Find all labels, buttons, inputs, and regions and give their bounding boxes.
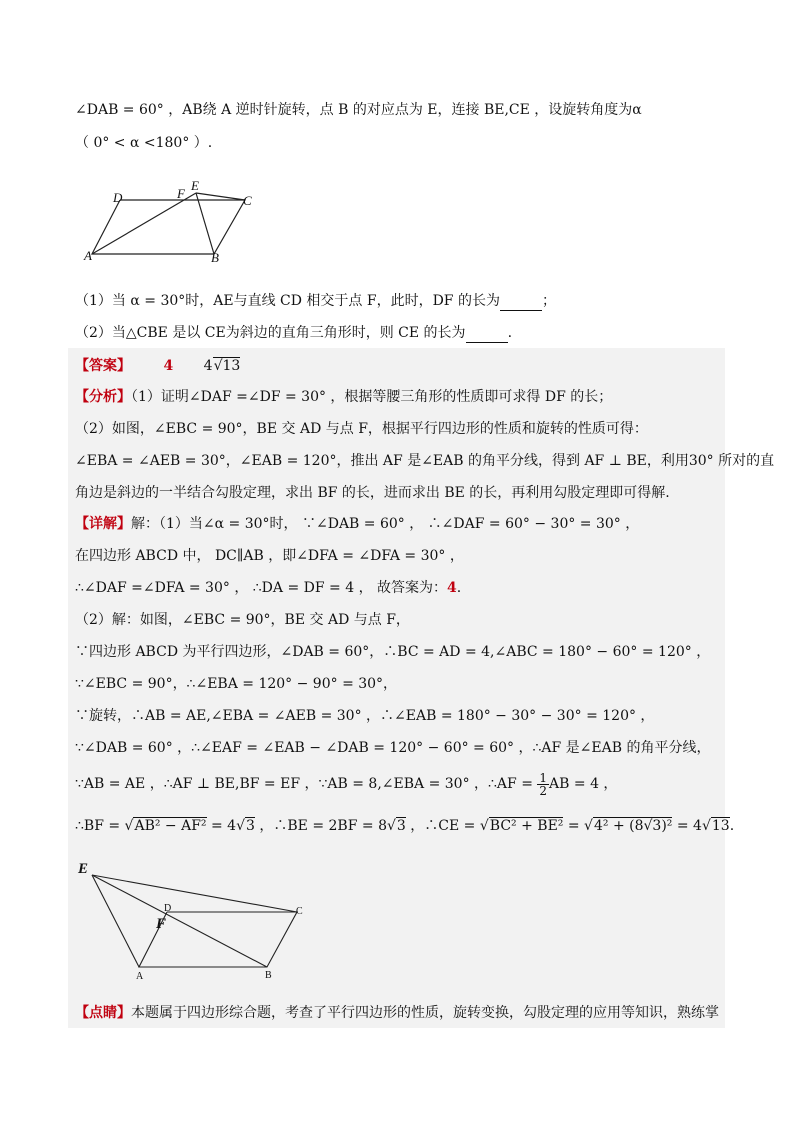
- answer-line: [75, 356, 240, 376]
- radicand-5: 4² + (8√3)²: [593, 818, 673, 834]
- analysis-tag: 【分析】: [75, 389, 131, 405]
- detail-tag: 【详解】: [75, 516, 131, 532]
- radicand-6: 13: [711, 818, 730, 834]
- figure-1-parallelogram: [80, 178, 270, 266]
- radical-2: √3: [236, 818, 255, 834]
- detail-line-7: ∵旋转，∴AB = AE,∠EBA = ∠AEB = 30° ，∴∠EAB = 180° − 30° − 30° = 120° ，: [75, 708, 655, 724]
- radical-5: √4² + (8√3)²: [584, 818, 673, 834]
- fig2-label-E: E: [78, 861, 89, 877]
- detail-text-10c: ，∴BE = 2BF = 8: [259, 818, 387, 834]
- question-2-text: （2）当△CBE 是以 CE为斜边的直角三角形时，则 CE 的长为: [75, 325, 466, 341]
- comment-tag: 【点睛】: [75, 1005, 131, 1021]
- fig2-label-A: A: [136, 971, 144, 982]
- answer-value-2: [204, 358, 241, 374]
- detail-line-9: [75, 770, 617, 798]
- detail-line-8: ∵∠DAB = 60° ，∴∠EAF = ∠EAB − ∠DAB = 120° − 60° = 60° ，∴AF 是∠EAB 的角平分线，: [75, 740, 711, 756]
- detail-line-3: [75, 578, 461, 598]
- comment-text: 本题属于四边形综合题，考查了平行四边形的性质，旋转变换，勾股定理的应用等知识，熟练掌: [131, 1005, 719, 1021]
- detail-text-10d: ，∴CE =: [410, 818, 476, 834]
- fraction-one-half: [537, 772, 549, 797]
- detail-line-4: （2）解：如图，∠EBC = 90°，BE 交 AD 与点 F，: [75, 612, 410, 628]
- answer-value-2-radicand: 13: [222, 358, 241, 374]
- detail-line-10: [75, 816, 734, 836]
- analysis-line-4: 角边是斜边的一半结合勾股定理，求出 BF 的长，进而求出 BE 的长，再利用勾股定理即可得解.: [75, 485, 670, 501]
- problem-line-2: （ 0° < α <180° ）.: [75, 135, 213, 151]
- detail-text-10f: = 4: [676, 818, 702, 834]
- comment-line: [75, 1003, 719, 1023]
- radical-3: √3: [386, 818, 406, 834]
- fig2-label-C: C: [296, 906, 303, 917]
- fig1-label-F: F: [177, 186, 185, 201]
- detail-text-10e: =: [567, 818, 580, 834]
- figure-2-parallelogram: [72, 855, 322, 985]
- detail-text-3a: ∴∠DAF =∠DFA = 30° ， ∴DA = DF = 4 ， 故答案为：: [75, 580, 448, 596]
- fraction-numerator: 1: [539, 770, 548, 785]
- detail-answer-4: 4: [447, 580, 457, 596]
- question-1-end: ；: [541, 293, 556, 309]
- radicand-1: AB² − AF²: [134, 818, 207, 834]
- fig1-label-D: D: [113, 190, 123, 205]
- problem-line-1: ∠DAB = 60° ，AB绕 A 逆时针旋转，点 B 的对应点为 E，连接 BE,CE ，设旋转角度为α: [75, 102, 642, 118]
- fig2-label-F: F: [156, 916, 167, 932]
- detail-line-6: ∵∠EBC = 90°，∴∠EBA = 120° − 90° = 30°，: [75, 676, 398, 692]
- fig2-label-D: D: [164, 903, 172, 914]
- question-2-end: .: [507, 325, 513, 341]
- answer-value-2-coef: 4: [203, 358, 213, 374]
- radical-6: √13: [701, 818, 730, 834]
- radicand-3: 3: [396, 818, 406, 834]
- detail-line-5: ∵四边形 ABCD 为平行四边形，∠DAB = 60°，∴BC = AD = 4,∠ABC = 180° − 60° = 120° ，: [75, 644, 711, 660]
- detail-text-9a: ∵AB = AE ，∴AF ⊥ BE,BF = EF ，∵AB = 8,∠EBA = 30° ，∴AF =: [75, 776, 533, 792]
- answer-blank-2: [466, 328, 508, 343]
- fig1-label-C: C: [243, 193, 252, 208]
- answer-value-1: 4: [163, 358, 174, 374]
- fig1-label-B: B: [211, 250, 219, 265]
- detail-text-10g: .: [729, 818, 735, 834]
- analysis-line-1: [75, 387, 612, 407]
- fig1-label-A: A: [84, 248, 92, 263]
- question-1: [75, 291, 556, 311]
- fig1-label-E: E: [191, 178, 199, 193]
- analysis-text-1: （1）证明∠DAF =∠DF = 30° ，根据等腰三角形的性质即可求得 DF 的长；: [131, 389, 613, 405]
- answer-value-2-radical: √13: [213, 358, 241, 374]
- radical-1: √AB² − AF²: [124, 818, 207, 834]
- detail-line-2: 在四边形 ABCD 中， DC∥AB ，即∠DFA = ∠DFA = 30° ，: [75, 548, 464, 564]
- radicand-2: 3: [246, 818, 255, 834]
- detail-text-9b: AB = 4 ，: [549, 776, 618, 792]
- detail-line-1: [75, 514, 639, 534]
- detail-text-1: 解：（1）当∠α = 30°时， ∵∠DAB = 60° ， ∴∠DAF = 60° − 30° = 30° ，: [131, 516, 640, 532]
- analysis-line-2: （2）如图，∠EBC = 90°，BE 交 AD 与点 F，根据平行四边形的性质和旋转的性质可得：: [75, 421, 648, 437]
- answer-blank-1: [500, 296, 542, 311]
- fraction-denominator: 2: [539, 783, 548, 798]
- radicand-4: BC² + BE²: [489, 818, 564, 834]
- analysis-line-3: ∠EBA = ∠AEB = 30°，∠EAB = 120°，推出 AF 是∠EAB 的角平分线，得到 AF ⊥ BE，利用30° 所对的直: [75, 453, 775, 469]
- detail-text-3c: .: [456, 580, 462, 596]
- detail-text-10b: = 4: [211, 818, 237, 834]
- detail-text-10a: ∴BF =: [75, 818, 121, 834]
- radical-4: √BC² + BE²: [479, 818, 564, 834]
- question-2: [75, 323, 512, 343]
- answer-tag: 【答案】: [75, 358, 131, 374]
- question-1-text: （1）当 α = 30°时，AE与直线 CD 相交于点 F，此时，DF 的长为: [75, 293, 500, 309]
- fig2-label-B: B: [265, 970, 272, 981]
